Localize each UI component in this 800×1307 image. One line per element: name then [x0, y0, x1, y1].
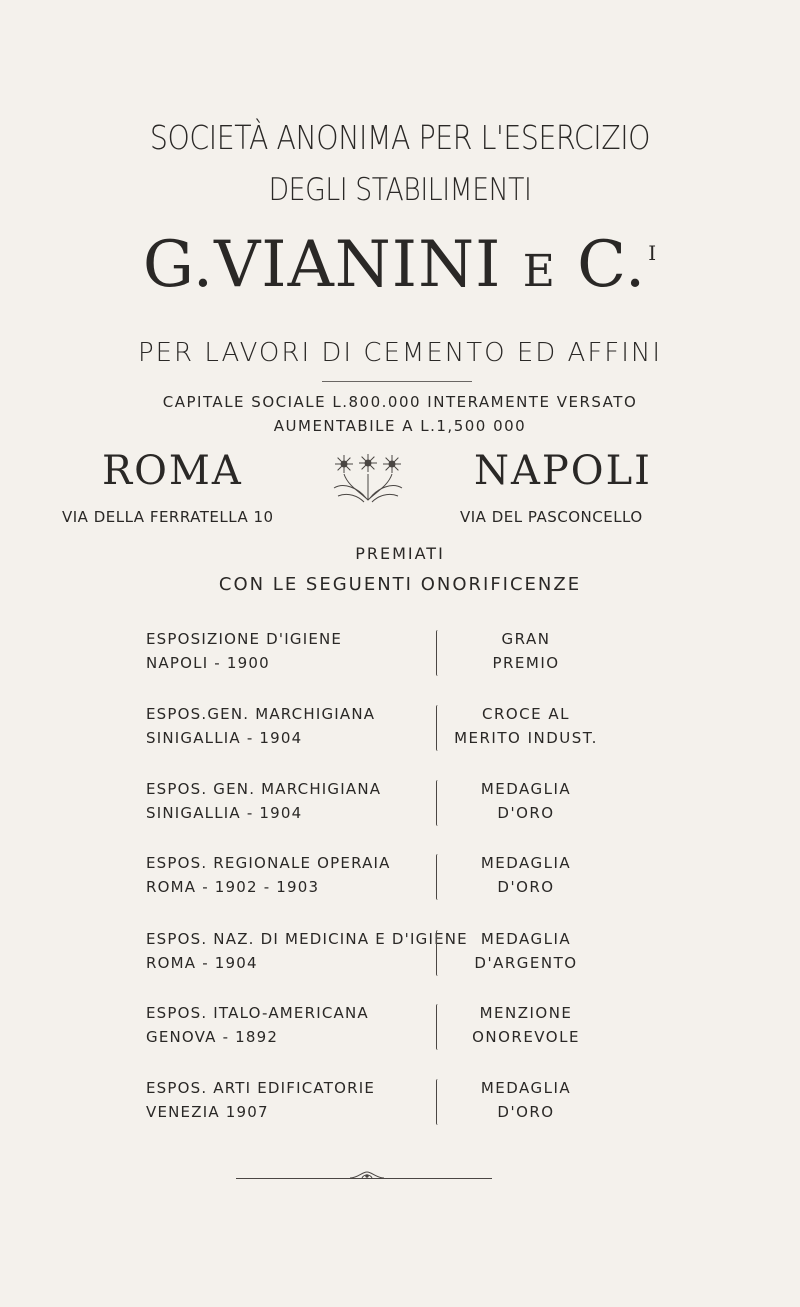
award-event: ESPOS. ITALO-AMERICANA: [146, 1004, 369, 1022]
award-prize-line-2: PREMIO: [492, 654, 560, 672]
award-prize-line-1: CROCE AL: [481, 705, 571, 723]
award-prize-line-1: MEDAGLIA: [480, 780, 572, 798]
firm-name: [0, 228, 800, 302]
leaf-ornament-icon: [348, 1168, 386, 1182]
award-prize-line-2: D'ORO: [497, 804, 555, 822]
award-prize-line-2: D'ORO: [497, 1103, 555, 1121]
award-place: NAPOLI - 1900: [146, 654, 270, 672]
award-prize-line-1: MEDAGLIA: [480, 1079, 572, 1097]
firm-name-superscript: I: [648, 241, 658, 265]
award-entry: [0, 630, 800, 686]
firm-name-main: G.VIANINI: [142, 228, 502, 302]
divider-short: [322, 381, 472, 382]
award-bracket: [436, 630, 445, 676]
award-entry: [0, 1079, 800, 1135]
awards-subheading: CON LE SEGUENTI ONORIFICENZE: [218, 574, 582, 595]
city-left: ROMA: [102, 448, 243, 494]
award-bracket: [436, 1079, 445, 1125]
award-event: ESPOS. ARTI EDIFICATORIE: [146, 1079, 376, 1097]
firm-name-conjunction: E: [522, 246, 556, 297]
capital-line-2: AUMENTABILE A L.1,500 000: [273, 417, 527, 435]
award-bracket: [436, 930, 445, 976]
award-prize-line-2: MERITO INDUST.: [454, 729, 598, 747]
award-place: ROMA - 1902 - 1903: [146, 878, 320, 896]
award-prize-line-2: D'ORO: [497, 878, 555, 896]
award-entry: [0, 705, 800, 761]
award-entry: [0, 930, 800, 986]
firm-name-company: C.: [577, 228, 647, 302]
award-entry: [0, 854, 800, 910]
floral-ornament-icon: [330, 452, 406, 504]
award-prize-line-2: ONOREVOLE: [472, 1028, 580, 1046]
award-event: ESPOS. NAZ. DI MEDICINA E D'IGIENE: [146, 930, 468, 948]
award-place: GENOVA - 1892: [146, 1028, 279, 1046]
award-entry: [0, 780, 800, 836]
city-right: NAPOLI: [474, 448, 652, 494]
award-prize-line-1: GRAN: [501, 630, 551, 648]
award-entry: [0, 1004, 800, 1060]
award-place: SINIGALLIA - 1904: [146, 804, 303, 822]
award-event: ESPOS.GEN. MARCHIGIANA: [146, 705, 376, 723]
award-event: ESPOSIZIONE D'IGIENE: [146, 630, 343, 648]
award-bracket: [436, 705, 445, 751]
award-prize-line-1: MEDAGLIA: [480, 930, 572, 948]
award-event: ESPOS. REGIONALE OPERAIA: [146, 854, 391, 872]
award-bracket: [436, 854, 445, 900]
award-prize-line-1: MEDAGLIA: [480, 854, 572, 872]
address-left: VIA DELLA FERRATELLA 10: [62, 508, 274, 526]
award-prize-line-2: D'ARGENTO: [474, 954, 578, 972]
award-place: VENEZIA 1907: [146, 1103, 269, 1121]
company-establishments-heading: DEGLI STABILIMENTI: [268, 172, 532, 208]
award-prize-line-1: MENZIONE: [479, 1004, 573, 1022]
business-subtitle: PER LAVORI DI CEMENTO ED AFFINI: [137, 338, 663, 368]
award-bracket: [436, 780, 445, 826]
capital-line-1: CAPITALE SOCIALE L.800.000 INTERAMENTE VERSATO: [162, 393, 638, 411]
address-right: VIA DEL PASCONCELLO: [460, 508, 643, 526]
awards-heading: PREMIATI: [355, 544, 445, 563]
award-bracket: [436, 1004, 445, 1050]
award-place: ROMA - 1904: [146, 954, 258, 972]
award-place: SINIGALLIA - 1904: [146, 729, 303, 747]
company-type-heading: SOCIETÀ ANONIMA PER L'ESERCIZIO: [149, 118, 651, 157]
award-event: ESPOS. GEN. MARCHIGIANA: [146, 780, 382, 798]
